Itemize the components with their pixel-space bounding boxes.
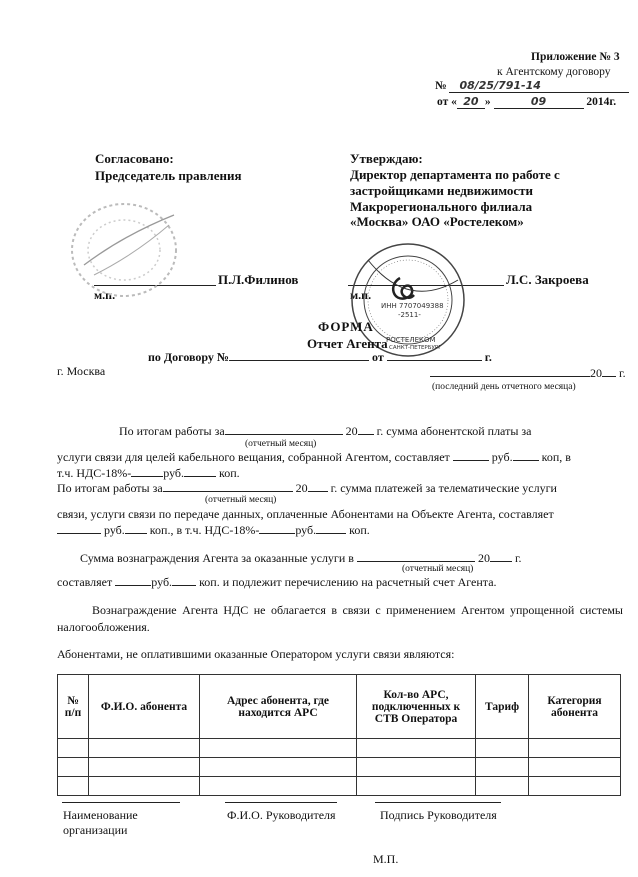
p3-kop-text: коп. и подлежит перечислению на расчетный счет Агента. bbox=[199, 575, 497, 589]
report-city: г. Москва bbox=[57, 364, 106, 378]
faded-stamp-left bbox=[64, 195, 184, 305]
p1-line1 bbox=[119, 424, 531, 439]
stamp-city: САНКТ-ПЕТЕРБУРГ bbox=[389, 345, 442, 351]
table-cell bbox=[200, 758, 357, 777]
approve-role-line4: «Москва» ОАО «Ростелеком» bbox=[350, 214, 524, 229]
col-category: Категория абонента bbox=[529, 675, 621, 739]
p2-rub-blank bbox=[57, 523, 101, 534]
date-close-quote: » bbox=[484, 96, 491, 108]
report-date-blank bbox=[430, 366, 590, 377]
report-contract-line bbox=[148, 350, 492, 365]
p2-kop-blank bbox=[125, 523, 147, 534]
contract-date-blank bbox=[387, 350, 482, 361]
appendix-title: Приложение № 3 bbox=[531, 51, 620, 63]
p3-line2 bbox=[57, 575, 497, 590]
col-address: Адрес абонента, где находится АРС bbox=[200, 675, 357, 739]
table-header-row bbox=[58, 675, 621, 739]
footer-head-sign-label: Подпись Руководителя bbox=[380, 808, 497, 822]
p1-vat-rub-label: руб. bbox=[163, 466, 185, 480]
p3-text-a: Сумма вознаграждения Агента за оказанные услуги в bbox=[80, 551, 354, 565]
report-date-suffix: г. bbox=[619, 366, 626, 380]
report-year-blank bbox=[602, 366, 616, 377]
p2-vat-rub-blank bbox=[259, 523, 295, 534]
p2-line3 bbox=[57, 523, 370, 538]
stamp-name: РОСТЕЛЕКОМ bbox=[386, 336, 436, 344]
table-cell bbox=[357, 758, 476, 777]
p3-rub-label: руб. bbox=[151, 575, 173, 589]
p1-vat-rub-blank bbox=[131, 466, 163, 477]
p1-line2 bbox=[57, 450, 571, 465]
table-cell bbox=[529, 777, 621, 796]
footer-org-line bbox=[62, 802, 180, 803]
table-cell bbox=[529, 739, 621, 758]
table-cell bbox=[357, 777, 476, 796]
p3-rub-blank bbox=[115, 575, 151, 586]
contract-number-blank bbox=[229, 350, 369, 361]
p3-month-blank bbox=[357, 551, 475, 562]
p2-vat-label: коп., в т.ч. НДС-18%- bbox=[149, 523, 260, 537]
table-cell bbox=[529, 758, 621, 777]
approve-role-line3: Макрорегионального филиала bbox=[350, 199, 533, 214]
p1-year-prefix: 20 bbox=[345, 424, 358, 438]
contract-from: от bbox=[372, 350, 384, 364]
date-open-quote: от « bbox=[437, 96, 457, 108]
p1-text-c: г. сумма абонентской платы за bbox=[376, 424, 532, 438]
p1-line3 bbox=[57, 466, 240, 481]
table-row bbox=[58, 758, 621, 777]
table-row bbox=[58, 777, 621, 796]
p2-rub-label: руб. bbox=[104, 523, 125, 537]
p1-kop-blank bbox=[513, 450, 539, 461]
appendix-number bbox=[435, 79, 629, 93]
stamp-code: -2511- bbox=[398, 311, 421, 319]
p2-month-blank bbox=[163, 481, 293, 492]
col-number: № п/п bbox=[58, 675, 89, 739]
agreed-label: Согласовано: bbox=[95, 151, 174, 166]
p1-month-blank bbox=[225, 424, 343, 435]
p1-text-a: По итогам работы за bbox=[119, 424, 225, 438]
table-cell bbox=[357, 739, 476, 758]
table-cell bbox=[89, 777, 200, 796]
table-cell bbox=[200, 739, 357, 758]
appendix-date-month: 09 bbox=[494, 95, 584, 109]
report-date-line bbox=[430, 366, 626, 381]
p3-year-suffix: г. bbox=[514, 551, 522, 565]
footer-name-line bbox=[225, 802, 337, 803]
contract-year: г. bbox=[484, 350, 492, 364]
contract-prefix: по Договору № bbox=[148, 350, 229, 364]
p3-amount-label: составляет bbox=[57, 575, 113, 589]
p3-year-blank bbox=[490, 551, 512, 562]
appendix-contract-ref: к Агентскому договору bbox=[497, 66, 611, 78]
p2-line2: связи, услуги связи по передаче данных, оплаченные Абонентами на Объекте Агента, составляет bbox=[57, 507, 554, 521]
report-date-hint: (последний день отчетного месяца) bbox=[432, 382, 576, 392]
col-name: Ф.И.О. абонента bbox=[89, 675, 200, 739]
report-title: Отчет Агента bbox=[307, 336, 388, 351]
table-cell bbox=[476, 777, 529, 796]
p2-line1 bbox=[57, 481, 557, 496]
form-title: ФОРМА bbox=[318, 319, 374, 334]
table-cell bbox=[89, 758, 200, 777]
col-ars-count: Кол-во АРС, подключенных к СТВ Оператора bbox=[357, 675, 476, 739]
p2-text-a: По итогам работы за bbox=[57, 481, 163, 495]
appendix-date bbox=[437, 95, 616, 109]
appendix-date-year: 2014г. bbox=[586, 96, 617, 108]
table-cell bbox=[476, 739, 529, 758]
p2-text-c: г. сумма платежей за телематические услуги bbox=[330, 481, 557, 495]
table-cell bbox=[89, 739, 200, 758]
approve-label: Утверждаю: bbox=[350, 151, 423, 166]
p1-month-hint: (отчетный месяц) bbox=[245, 439, 317, 449]
p1-kop-label: коп, в bbox=[541, 450, 571, 464]
p1-rub-label: руб. bbox=[491, 450, 513, 464]
footer-head-name-label: Ф.И.О. Руководителя bbox=[227, 808, 336, 822]
approve-role-line2: застройщиками недвижимости bbox=[350, 183, 534, 198]
p2-year-prefix: 20 bbox=[295, 481, 308, 495]
stamp-inn: ИНН 7707049388 bbox=[381, 302, 444, 310]
p2-vat-kop-blank bbox=[316, 523, 346, 534]
subscribers-table bbox=[57, 674, 621, 796]
agreed-role: Председатель правления bbox=[95, 168, 242, 183]
appendix-no-value: 08/25/791-14 bbox=[449, 79, 629, 93]
p5-debtors-intro: Абонентами, не оплатившими оказанные Оператором услуги связи являются: bbox=[57, 647, 455, 661]
p4-vat-exemption: Вознаграждение Агента НДС не облагается в связи с применением Агентом упрощенной системы налогообложения. bbox=[57, 603, 623, 634]
p2-vat-rub-label: руб. bbox=[295, 523, 317, 537]
col-tariff: Тариф bbox=[476, 675, 529, 739]
table-row bbox=[58, 739, 621, 758]
table-cell bbox=[200, 777, 357, 796]
footer-mp: М.П. bbox=[373, 852, 399, 866]
approve-mp: м.п. bbox=[350, 288, 372, 302]
appendix-no-label: № bbox=[435, 80, 447, 92]
table-cell bbox=[58, 758, 89, 777]
p1-vat-kop-label: коп. bbox=[219, 466, 240, 480]
footer-org-label: Наименование организации bbox=[63, 808, 138, 837]
p1-vat-kop-blank bbox=[184, 466, 216, 477]
appendix-date-day: 20 bbox=[457, 95, 485, 109]
p2-month-hint: (отчетный месяц) bbox=[205, 495, 277, 505]
p3-month-hint: (отчетный месяц) bbox=[402, 564, 474, 574]
p1-rub-blank bbox=[453, 450, 489, 461]
p1-year-blank bbox=[358, 424, 374, 435]
agreed-mp: м.п. bbox=[94, 288, 116, 302]
report-date-year: 20 bbox=[590, 366, 602, 380]
p3-kop-blank bbox=[172, 575, 196, 586]
p2-vat-kop-label: коп. bbox=[349, 523, 370, 537]
approve-name: Л.С. Закроева bbox=[506, 272, 589, 287]
p1-vat-label: т.ч. НДС-18%- bbox=[57, 466, 132, 480]
table-cell bbox=[58, 777, 89, 796]
footer-sign-line bbox=[375, 802, 501, 803]
approve-role-line1: Директор департамента по работе с bbox=[350, 167, 560, 182]
p3-year-prefix: 20 bbox=[477, 551, 490, 565]
p2-year-blank bbox=[308, 481, 328, 492]
p1-line2-text: услуги связи для целей кабельного вещания, собранной Агентом, составляет bbox=[57, 450, 450, 464]
table-cell bbox=[58, 739, 89, 758]
agreed-name: П.Л.Филинов bbox=[218, 272, 299, 287]
table-cell bbox=[476, 758, 529, 777]
